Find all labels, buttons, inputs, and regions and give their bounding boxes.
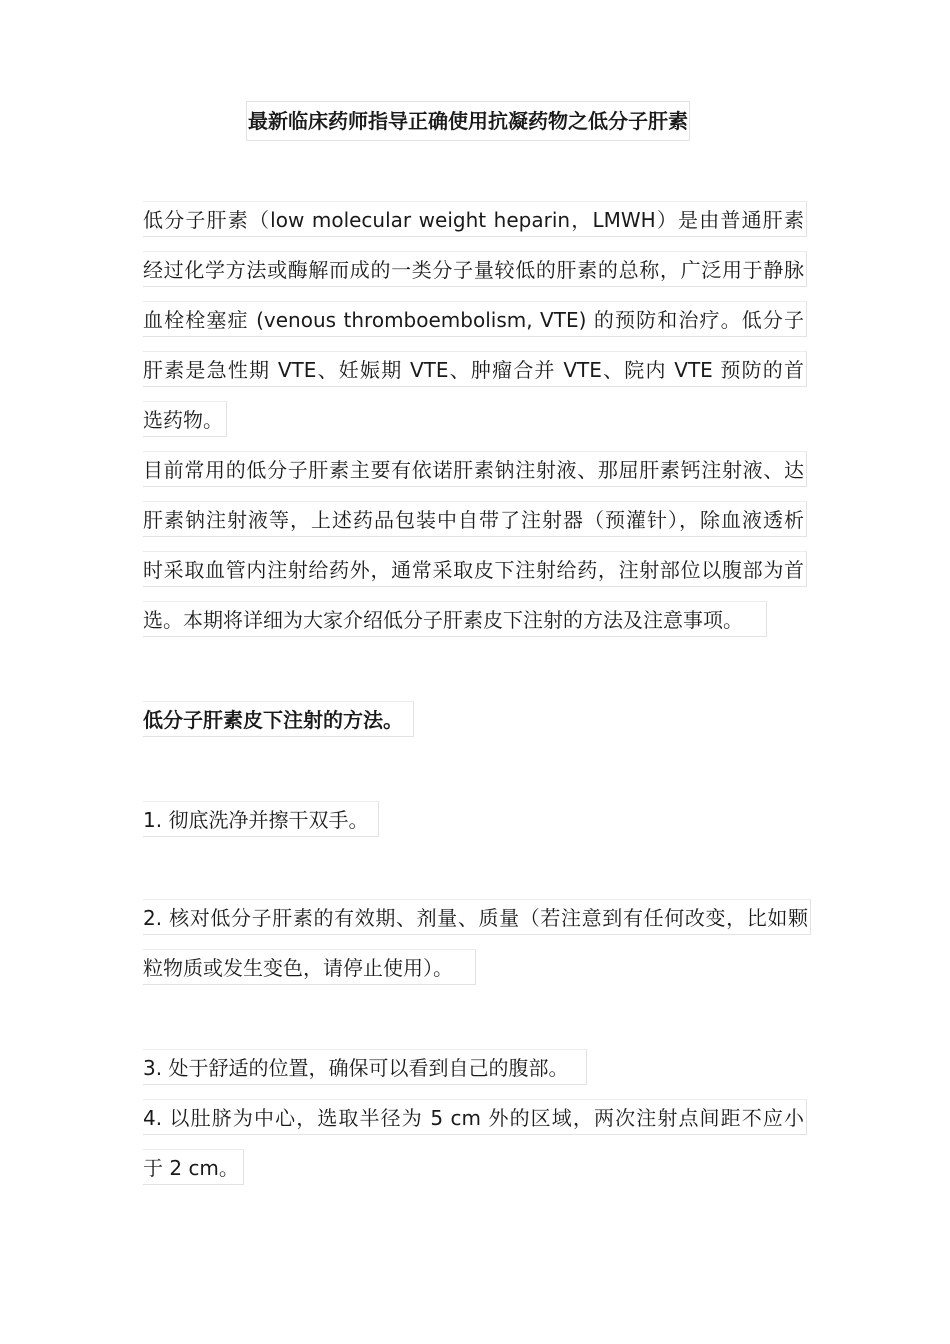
section-heading: 低分子肝素皮下注射的方法。 <box>143 701 414 737</box>
step-4-line-1: 4. 以肚脐为中心，选取半径为 5 cm 外的区域，两次注射点间距不应小 <box>143 1099 807 1135</box>
intro-line-2: 经过化学方法或酶解而成的一类分子量较低的肝素的总称，广泛用于静脉 <box>143 251 807 287</box>
intro-line-3: 血栓栓塞症 (venous thromboembolism, VTE) 的预防和治疗。低分子 <box>143 301 807 337</box>
intro-line-4: 肝素是急性期 VTE、妊娠期 VTE、肿瘤合并 VTE、院内 VTE 预防的首 <box>143 351 807 387</box>
intro-line-5: 选药物。 <box>143 401 227 437</box>
usage-line-4: 选。本期将详细为大家介绍低分子肝素皮下注射的方法及注意事项。 <box>143 601 767 637</box>
document-title: 最新临床药师指导正确使用抗凝药物之低分子肝素 <box>246 101 690 141</box>
step-2-line-1: 2. 核对低分子肝素的有效期、剂量、质量（若注意到有任何改变，比如颗 <box>143 899 811 935</box>
intro-line-1: 低分子肝素（low molecular weight heparin，LMWH）是由普通肝素 <box>143 201 807 237</box>
usage-line-2: 肝素钠注射液等，上述药品包装中自带了注射器（预灌针），除血液透析 <box>143 501 807 537</box>
step-1: 1. 彻底洗净并擦干双手。 <box>143 801 379 837</box>
step-2-line-2: 粒物质或发生变色，请停止使用）。 <box>143 949 476 985</box>
usage-line-1: 目前常用的低分子肝素主要有依诺肝素钠注射液、那屈肝素钙注射液、达 <box>143 451 807 487</box>
usage-line-3: 时采取血管内注射给药外，通常采取皮下注射给药，注射部位以腹部为首 <box>143 551 807 587</box>
step-4-line-2: 于 2 cm。 <box>143 1149 244 1185</box>
step-3: 3. 处于舒适的位置，确保可以看到自己的腹部。 <box>143 1049 587 1085</box>
